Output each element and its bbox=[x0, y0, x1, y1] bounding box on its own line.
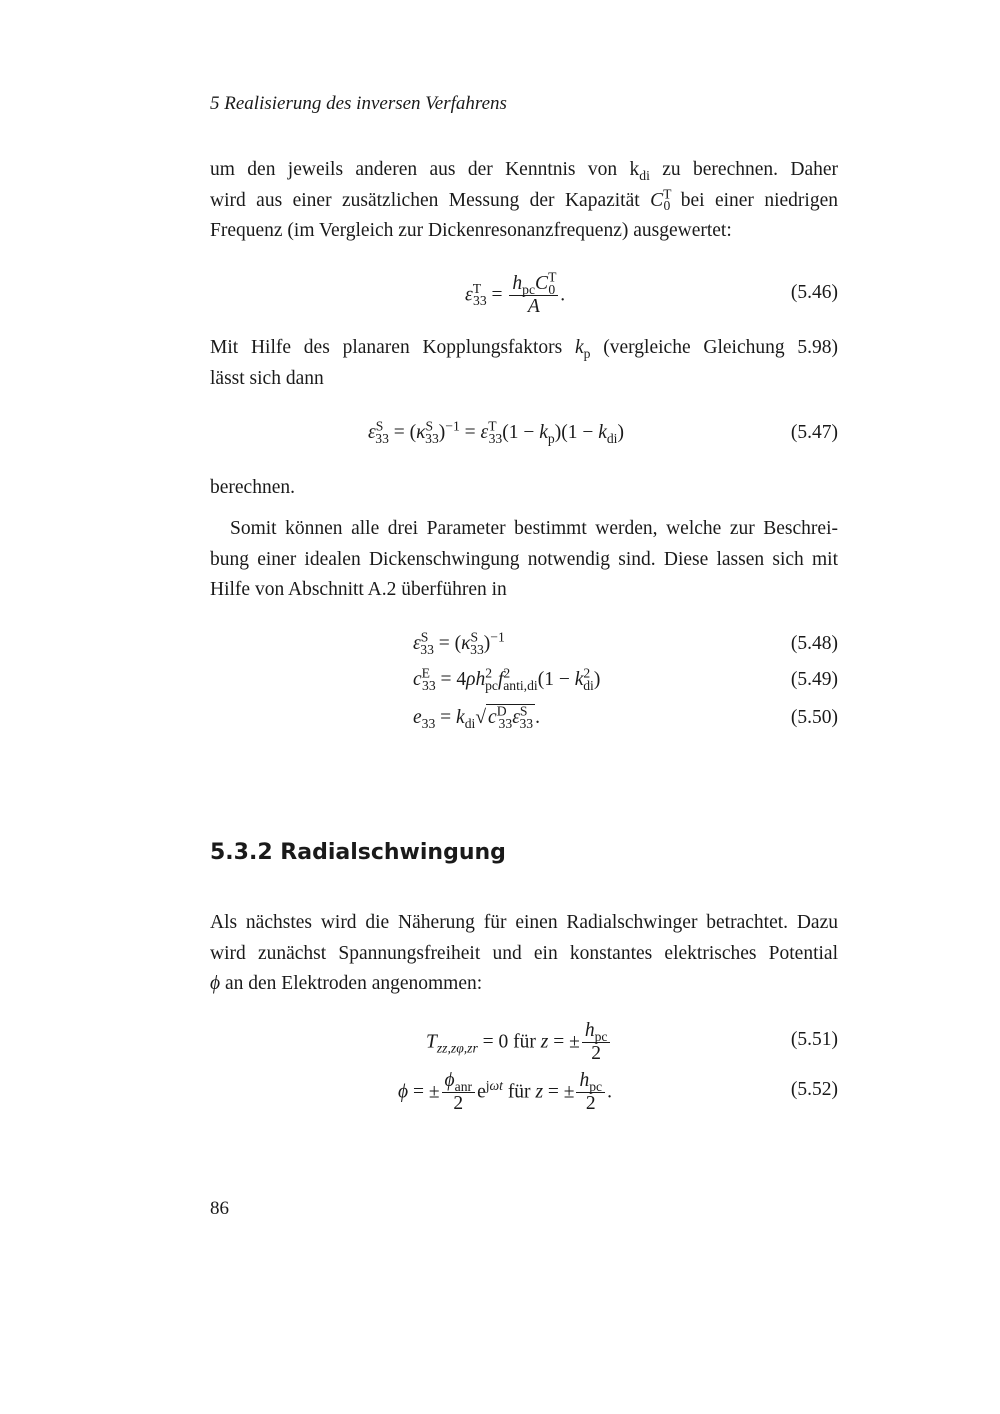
equation-5-49 bbox=[210, 660, 838, 700]
paragraph-line: Somit können alle drei Parameter bestimmt werden, welche zur Beschrei- bbox=[230, 518, 838, 539]
equation-number: (5.47) bbox=[790, 422, 838, 443]
equation-body: $c^E_{33} = 4\rho h^2_{pc}f^2_{anti,di}(1 - k^2_{di})$ bbox=[413, 665, 601, 693]
equation-5-47 bbox=[210, 413, 838, 453]
paragraph-line: um den jeweils anderen aus der Kenntnis von $k_{di}$ zu berechnen. Daher bbox=[210, 159, 838, 183]
page-number: 86 bbox=[210, 1198, 229, 1219]
equation-number: (5.49) bbox=[790, 669, 838, 690]
equation-number: (5.46) bbox=[790, 282, 838, 303]
paragraph-4 bbox=[210, 514, 838, 606]
paragraph-2 bbox=[210, 333, 838, 394]
equation-number: (5.48) bbox=[790, 633, 838, 654]
equation-5-52 bbox=[210, 1070, 838, 1115]
paragraph-line: bung einer idealen Dickenschwingung notwendig sind. Diese lassen sich mit bbox=[210, 548, 838, 570]
equation-5-50 bbox=[210, 698, 838, 738]
paragraph-1 bbox=[210, 155, 838, 247]
paragraph-line: lässt sich dann bbox=[210, 367, 324, 389]
equation-number: (5.52) bbox=[790, 1079, 838, 1100]
paragraph-3 bbox=[210, 473, 838, 504]
equation-body: ϕ = ± $\frac{\phi_{anr}}{2}$ $e^{j\omega t}$ für z = ± $\frac{h_{pc}}{2}$ . bbox=[398, 1070, 612, 1115]
paragraph-line: ϕ an den Elektroden angenommen: bbox=[210, 973, 483, 994]
paragraph-line: wird aus einer zusätzlichen Messung der Kapazität $C^T_0$ bei einer niedrigen bbox=[210, 186, 838, 214]
paragraph-line: Frequenz (im Vergleich zur Dickenresonanzfrequenz) ausgewertet: bbox=[210, 220, 732, 241]
equation-number: (5.51) bbox=[790, 1029, 838, 1050]
equation-body: $T_{zz,z\varphi,zr} = 0$ für z = ± $\frac{h_{pc}}{2}$ bbox=[426, 1020, 612, 1066]
paragraph-5 bbox=[210, 908, 838, 1000]
equation-number: (5.50) bbox=[790, 707, 838, 728]
paragraph-line: berechnen. bbox=[210, 477, 295, 498]
equation-5-51 bbox=[210, 1020, 838, 1065]
equation-body: $\varepsilon^S_{33} = (\kappa^S_{33})^{-1} = \varepsilon^T_{33}(1 - k_p)(1 - k_{di})$ bbox=[368, 418, 624, 446]
equation-body: $\varepsilon^S_{33} = (\kappa^S_{33})^{-1}$ bbox=[413, 629, 505, 657]
equation-5-48 bbox=[210, 624, 838, 664]
equation-body: $e_{33} = k_{di}√$ $c^D_{33}\varepsilon^S_{33}$ . bbox=[413, 703, 540, 731]
running-header: 5 Realisierung des inversen Verfahrens bbox=[210, 93, 507, 114]
paragraph-line: Mit Hilfe des planaren Kopplungsfaktors $k_p$ (vergleiche Gleichung 5.98) bbox=[210, 337, 839, 361]
paragraph-line: wird zunächst Spannungsfreiheit und ein konstantes elektrisches Potential bbox=[210, 942, 838, 964]
paragraph-line: Als nächstes wird die Näherung für einen Radialschwinger betrachtet. Dazu bbox=[210, 912, 838, 933]
equation-body: $\varepsilon^T_{33}$ = $\frac{h_{pc}C^T_0}{A}$ . bbox=[465, 269, 566, 318]
equation-5-46 bbox=[210, 269, 838, 318]
paragraph-line: Hilfe von Abschnitt A.2 überführen in bbox=[210, 579, 507, 600]
section-heading: 5.3.2 Radialschwingung bbox=[210, 840, 506, 865]
